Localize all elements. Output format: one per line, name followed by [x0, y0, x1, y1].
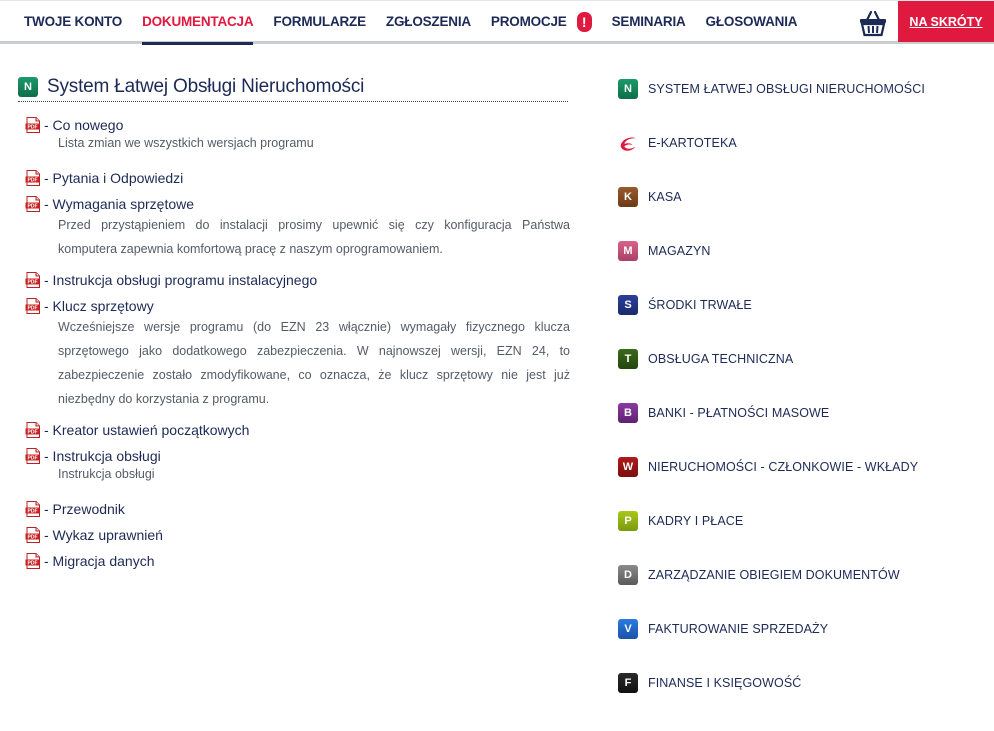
module-label: E-KARTOTEKA — [648, 136, 737, 150]
module-n-icon: N — [618, 79, 638, 99]
module-label: KADRY I PŁACE — [648, 514, 744, 528]
module-link[interactable] — [618, 403, 978, 423]
module-b-icon: B — [618, 403, 638, 423]
svg-text:PDF: PDF — [27, 455, 38, 462]
document-description: Lista zmian we wszystkich wersjach programu — [58, 136, 314, 150]
nav-item-zgloszenia[interactable]: ZGŁOSZENIA — [385, 14, 471, 29]
svg-text:PDF: PDF — [27, 177, 38, 184]
nav-item-formularze[interactable]: FORMULARZE — [273, 14, 366, 29]
top-navigation-bar — [0, 0, 994, 44]
module-label: SYSTEM ŁATWEJ OBSŁUGI NIERUCHOMOŚCI — [648, 82, 925, 96]
pdf-icon[interactable] — [25, 553, 41, 574]
document-item — [18, 271, 570, 290]
module-t-icon: T — [618, 349, 638, 369]
module-m-icon: M — [618, 241, 638, 261]
module-link[interactable] — [618, 241, 978, 261]
document-link[interactable]: - Wymagania sprzętowe — [44, 196, 195, 212]
pdf-icon[interactable] — [25, 170, 41, 191]
pdf-icon[interactable] — [25, 527, 41, 548]
module-label: NIERUCHOMOŚCI - CZŁONKOWIE - WKŁADY — [648, 460, 919, 474]
module-v-icon: V — [618, 619, 638, 639]
document-link[interactable]: - Instrukcja obsługi programu instalacyjnego — [44, 272, 318, 288]
document-link[interactable]: - Wykaz uprawnień — [44, 527, 163, 543]
document-item — [18, 526, 570, 545]
documentation-section — [18, 76, 570, 578]
document-item — [18, 116, 570, 153]
nav-item-promocje[interactable] — [485, 1, 592, 42]
nav-item-promocje-label: PROMOCJE — [490, 14, 567, 29]
nav-item-glosowania[interactable]: GŁOSOWANIA — [705, 14, 798, 29]
module-link[interactable] — [618, 511, 978, 531]
main-nav — [18, 1, 811, 42]
module-label: FAKTUROWANIE SPRZEDAŻY — [648, 622, 829, 636]
svg-text:PDF: PDF — [27, 203, 38, 210]
svg-text:PDF: PDF — [27, 279, 38, 286]
svg-text:PDF: PDF — [27, 429, 38, 436]
pdf-icon[interactable] — [25, 272, 41, 293]
svg-text:PDF: PDF — [27, 305, 38, 312]
promotion-alert-icon: ! — [577, 12, 592, 32]
module-label: ŚRODKI TRWAŁE — [648, 298, 752, 312]
module-link[interactable] — [618, 565, 978, 585]
svg-text:PDF: PDF — [27, 534, 38, 541]
document-list — [18, 116, 570, 571]
module-n-icon: N — [18, 77, 38, 97]
document-link[interactable]: - Pytania i Odpowiedzi — [44, 170, 184, 186]
svg-text:PDF: PDF — [27, 508, 38, 515]
document-item — [18, 552, 570, 571]
module-label: MAGAZYN — [648, 244, 711, 258]
document-link[interactable]: - Migracja danych — [44, 553, 155, 569]
module-p-icon: P — [618, 511, 638, 531]
document-item — [18, 169, 570, 188]
document-item — [18, 297, 570, 411]
module-label: OBSŁUGA TECHNICZNA — [648, 352, 794, 366]
shortcuts-button[interactable]: NA SKRÓTY — [898, 1, 994, 42]
nav-item-twoje-konto[interactable]: TWOJE KONTO — [24, 14, 123, 29]
module-w-icon: W — [618, 457, 638, 477]
module-link[interactable] — [618, 619, 978, 639]
module-link[interactable] — [618, 457, 978, 477]
nav-item-dokumentacja[interactable]: DOKUMENTACJA — [136, 1, 253, 42]
basket-icon[interactable] — [858, 9, 888, 37]
page-title: System Łatwej Obsługi Nieruchomości — [47, 76, 365, 97]
e-kartoteka-logo-icon — [618, 133, 638, 153]
module-link[interactable] — [618, 295, 978, 315]
module-d-icon: D — [618, 565, 638, 585]
module-label: BANKI - PŁATNOŚCI MASOWE — [648, 406, 830, 420]
document-link[interactable]: - Instrukcja obsługi — [44, 448, 161, 464]
module-s-icon: S — [618, 295, 638, 315]
document-item — [18, 500, 570, 519]
document-link[interactable]: - Przewodnik — [44, 501, 125, 517]
svg-text:PDF: PDF — [27, 560, 38, 567]
document-item — [18, 447, 570, 484]
document-link[interactable]: - Co nowego — [44, 117, 124, 133]
module-k-icon: K — [618, 187, 638, 207]
module-link[interactable] — [618, 79, 978, 99]
pdf-icon[interactable] — [25, 298, 41, 319]
section-header — [18, 76, 568, 102]
module-list — [618, 79, 978, 727]
module-link[interactable] — [618, 133, 978, 153]
document-item — [18, 421, 570, 440]
document-description: Instrukcja obsługi — [58, 467, 155, 481]
svg-text:PDF: PDF — [27, 124, 38, 131]
nav-item-seminaria[interactable]: SEMINARIA — [611, 14, 686, 29]
document-description: Wcześniejsze wersje programu (do EZN 23 włącznie) wymagały fizycznego klucza sprzętowego jako dodatkowego zabezpieczenia. W najnowszej wersji, EZN 24, to zabezpieczenie zostało zmodyfikowane, co oznacza, że klucz sprzętowy nie jest już niezbędny do korzystania z programu. — [58, 320, 570, 406]
pdf-icon[interactable] — [25, 196, 41, 217]
document-link[interactable]: - Klucz sprzętowy — [44, 298, 154, 314]
module-link[interactable] — [618, 349, 978, 369]
document-description: Przed przystąpieniem do instalacji prosimy upewnić się czy konfiguracja Państwa komputera zapewnia komfortową pracę z naszym oprogramowaniem. — [58, 218, 570, 256]
pdf-icon[interactable] — [25, 422, 41, 443]
pdf-icon[interactable] — [25, 117, 41, 138]
module-f-icon: F — [618, 673, 638, 693]
pdf-icon[interactable] — [25, 448, 41, 469]
module-link[interactable] — [618, 187, 978, 207]
module-label: ZARZĄDZANIE OBIEGIEM DOKUMENTÓW — [648, 568, 900, 582]
document-link[interactable]: - Kreator ustawień początkowych — [44, 422, 250, 438]
module-label: KASA — [648, 190, 682, 204]
document-item — [18, 195, 570, 261]
pdf-icon[interactable] — [25, 501, 41, 522]
module-link[interactable] — [618, 673, 978, 693]
module-label: FINANSE I KSIĘGOWOŚĆ — [648, 676, 802, 690]
